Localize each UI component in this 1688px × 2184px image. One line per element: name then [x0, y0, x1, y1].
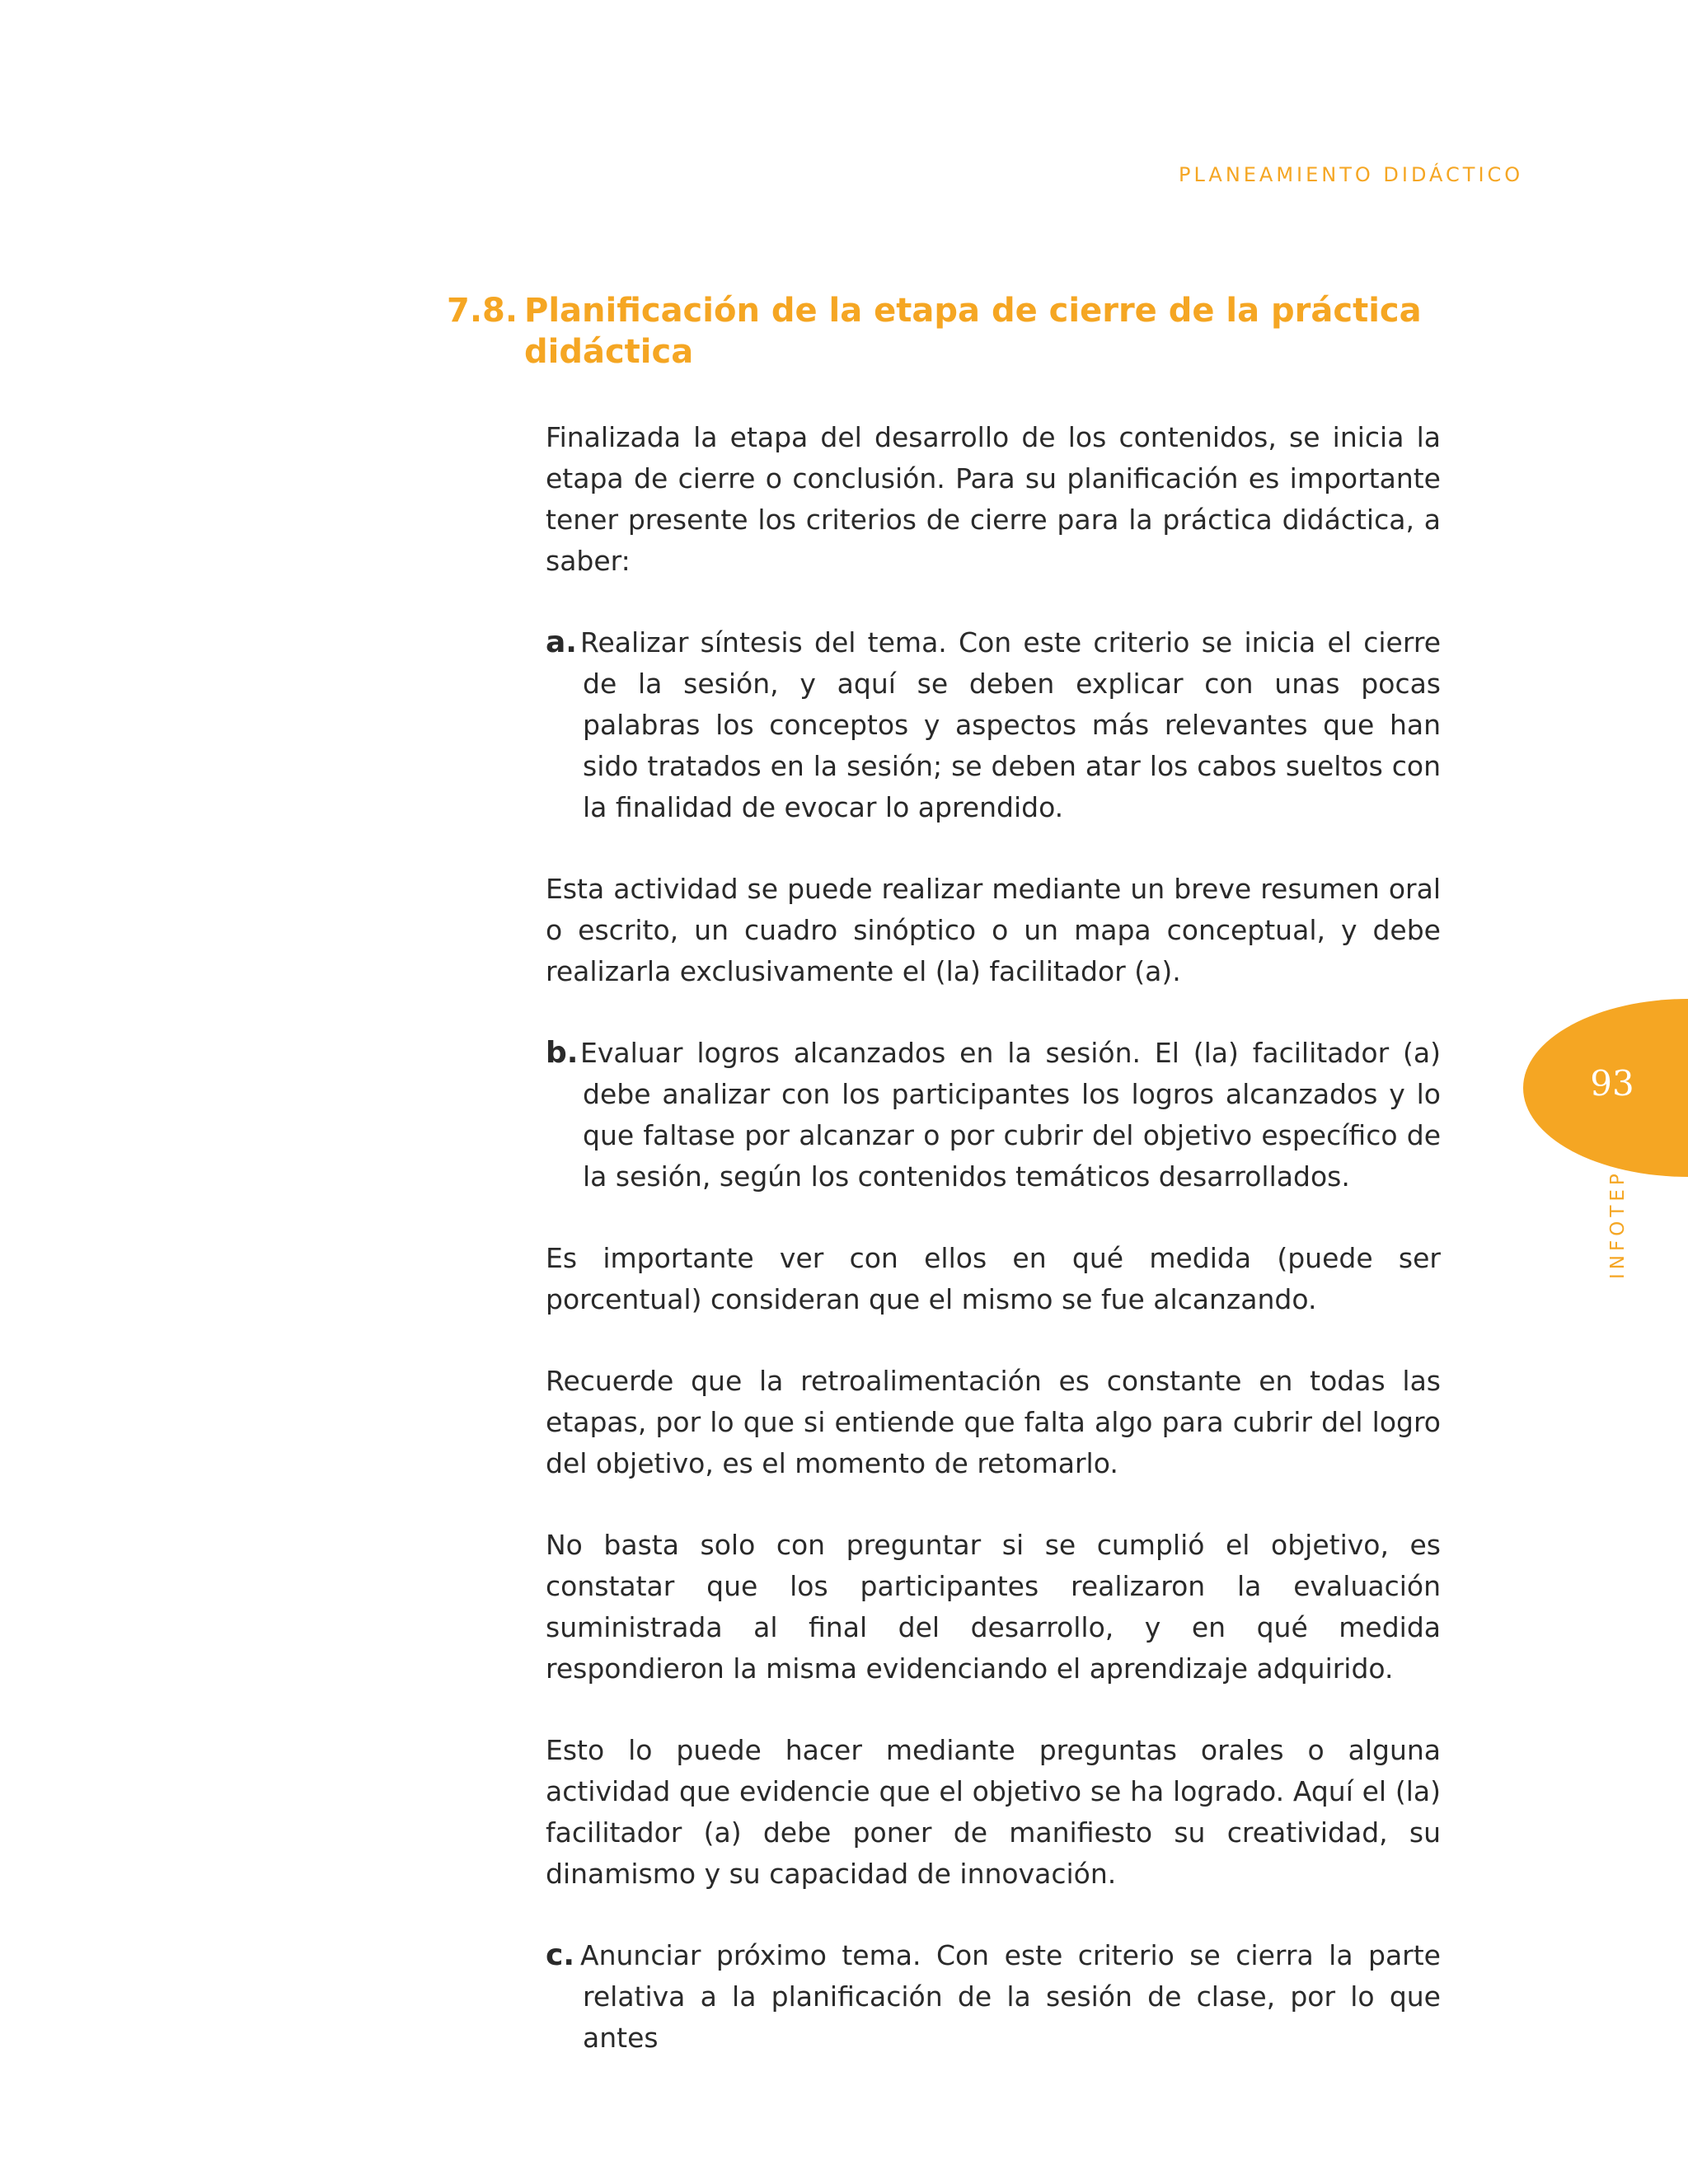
list-text-c: Anunciar próximo tema. Con este criterio se cierra la parte relativa a la planificación de la sesión de clase, por lo que antes — [580, 1939, 1441, 2054]
list-letter-b: b. — [546, 1036, 579, 1070]
section-title — [447, 290, 1469, 373]
paragraph-b-followup-2: Recuerde que la retroalimentación es constante en todas las etapas, por lo que si entiende que falta algo para cubrir del logro del objetivo, es el momento de retomarlo. — [546, 1365, 1441, 1479]
paragraph-b-followup-3: No basta solo con preguntar si se cumplió el objetivo, es constatar que los participantes realizaron la evaluación suministrada al final del desarrollo, y en qué medida respondieron la misma evidenciando el aprendizaje adquirido. — [546, 1529, 1441, 1685]
paragraph-b-followup-4: Esto lo puede hacer mediante preguntas orales o alguna actividad que evidencie que el objetivo se ha logrado. Aquí el (la) facilitador (a) debe poner de manifiesto su creatividad, su dinamismo y su capacidad de innovación. — [546, 1734, 1441, 1890]
list-item-b — [546, 1033, 1441, 1197]
section-title-line2: didáctica — [524, 333, 694, 371]
paragraph-a-followup: Esta actividad se puede realizar mediante un breve resumen oral o escrito, un cuadro sinóptico o un mapa conceptual, y debe realizarla exclusivamente el (la) facilitador (a). — [546, 873, 1441, 987]
section-title-line1: Planificación de la etapa de cierre de la práctica — [524, 292, 1422, 330]
side-label: INFOTEP — [1607, 1169, 1629, 1279]
list-letter-c: c. — [546, 1938, 575, 1972]
body-content — [546, 417, 1441, 2059]
list-item-a — [546, 622, 1441, 828]
intro-paragraph: Finalizada la etapa del desarrollo de los contenidos, se inicia la etapa de cierre o conclusión. Para su planificación es importante tener presente los criterios de cierre para la práctica didáctica, a saber: — [546, 421, 1441, 577]
paragraph-b-followup-1: Es importante ver con ellos en qué medida (puede ser porcentual) consideran que el mismo se fue alcanzando. — [546, 1242, 1441, 1315]
list-item-c — [546, 1935, 1441, 2059]
list-letter-a: a. — [546, 626, 577, 659]
list-text-a: Realizar síntesis del tema. Con este criterio se inicia el cierre de la sesión, y aquí se deben explicar con unas pocas palabras los conceptos y aspectos más relevantes que han sido tratados en la sesión; se deben atar los cabos sueltos con la finalidad de evocar lo aprendido. — [580, 626, 1441, 823]
page-number: 93 — [1590, 1063, 1634, 1104]
list-text-b: Evaluar logros alcanzados en la sesión. El (la) facilitador (a) debe analizar con los participantes los logros alcanzados y lo que faltase por alcanzar o por cubrir del objetivo específico de la sesión, según los contenidos temáticos desarrollados. — [580, 1037, 1441, 1193]
running-header: PLANEAMIENTO DIDÁCTICO — [1179, 163, 1524, 186]
section-number: 7.8. — [447, 292, 518, 330]
